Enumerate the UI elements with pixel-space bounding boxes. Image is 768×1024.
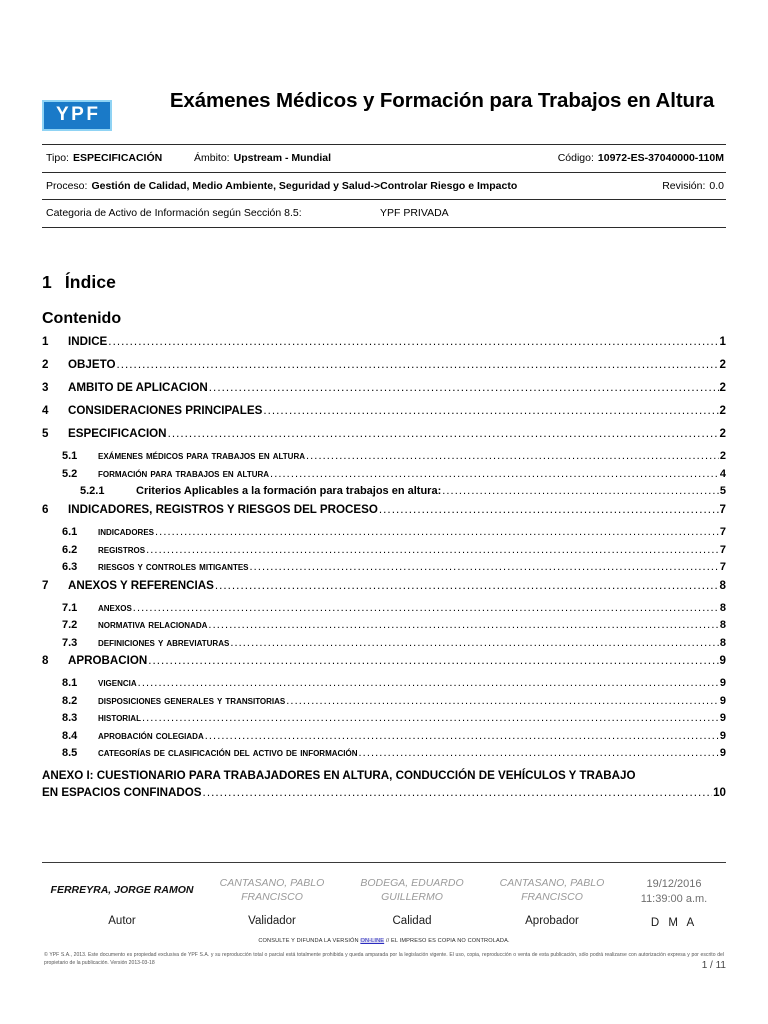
toc-entry-7-2[interactable] [42, 620, 726, 631]
meta-codigo [558, 152, 724, 166]
toc-entry-page: 1 [719, 336, 726, 348]
header-divider-4 [42, 227, 726, 228]
signature-column-aprobador [482, 877, 622, 927]
toc-entry-6[interactable] [42, 504, 726, 516]
meta-row-tipo-ambito-codigo [42, 145, 726, 172]
toc-dot-leader [442, 486, 719, 497]
signature-column-fecha [622, 877, 726, 929]
tipo-label: Tipo: [46, 152, 69, 164]
section-number: 1 [42, 272, 52, 292]
toc-entry-number: 5.2.1 [80, 486, 105, 498]
toc-dot-leader [230, 638, 719, 649]
toc-entry-7-3[interactable] [42, 638, 726, 649]
signature-column-autor [42, 877, 202, 927]
toc-dot-leader [250, 562, 719, 573]
toc-entry-label: ESPECIFICACIÓN [68, 428, 167, 440]
toc-entry-label: registros [98, 544, 146, 556]
page-number: 1 / 11 [701, 960, 726, 971]
toc-entry-7-1[interactable] [42, 603, 726, 614]
toc-entry-number: 7.2 [62, 620, 78, 632]
toc-entry-number: 8.5 [62, 748, 78, 760]
signature-time: 11:39:00 a.m. [640, 892, 708, 905]
toc-entry-label: aprobación colegiada [98, 730, 204, 742]
toc-annex-label: EN ESPACIOS CONFINADOS [42, 785, 202, 799]
toc-entry-5-2[interactable] [42, 469, 726, 480]
toc-entry-page: 9 [719, 713, 726, 725]
aprobador-role: Aprobador [525, 915, 579, 927]
toc-entry-label: normativa relacionada [98, 620, 208, 632]
toc-dot-leader [270, 469, 719, 480]
toc-entry-page: 9 [719, 695, 726, 707]
ambito-value: Upstream - Mundial [233, 152, 332, 164]
toc-entry-page: 9 [719, 655, 726, 667]
aprobador-name: CANTASANO, PABLO FRANCISCO [499, 877, 605, 903]
toc-dot-leader [205, 731, 719, 742]
toc-entry-number: 5.2 [62, 468, 78, 480]
table-of-contents [42, 336, 726, 801]
proceso-label: Proceso: [46, 179, 88, 192]
codigo-value: 10972-ES-37040000-110M [597, 152, 724, 164]
toc-dot-leader [148, 655, 718, 667]
toc-entry-anexo-i[interactable] [42, 768, 726, 801]
toc-entry-number: 6.3 [62, 562, 78, 574]
online-link[interactable]: ON-LINE [360, 937, 385, 944]
toc-entry-page: 7 [719, 544, 726, 556]
meta-revision [662, 180, 724, 194]
toc-entry-number: 5 [42, 428, 49, 440]
autor-name: FERREYRA, JORGE RAMON [50, 884, 194, 897]
toc-entry-8[interactable] [42, 655, 726, 667]
contenido-heading: Contenido [42, 310, 122, 327]
toc-entry-label: OBJETO [68, 359, 116, 371]
meta-categoria-value-wrap [376, 207, 449, 221]
signature-columns [42, 877, 726, 929]
toc-entry-8-4[interactable] [42, 731, 726, 742]
toc-entry-page: 9 [719, 730, 726, 742]
toc-entry-8-1[interactable] [42, 678, 726, 689]
meta-ambito [194, 152, 558, 166]
toc-annex-page: 10 [713, 785, 726, 799]
toc-entry-number: 8.1 [62, 678, 78, 690]
codigo-label: Código: [557, 152, 594, 164]
toc-entry-8-3[interactable] [42, 713, 726, 724]
revision-label: Revisión: [662, 179, 706, 192]
calidad-name: BODEGA, EDUARDO GUILLERMO [360, 877, 464, 903]
toc-entry-page: 8 [719, 637, 726, 649]
toc-entry-label: ÍNDICE [68, 336, 108, 348]
validador-name: CANTASANO, PABLO FRANCISCO [219, 877, 325, 903]
toc-entry-label: ANEXOS Y REFERENCIAS [68, 579, 214, 592]
signature-date: 19/12/2016 [646, 878, 702, 890]
toc-dot-leader [263, 405, 718, 417]
toc-dot-leader [142, 713, 719, 724]
toc-entry-page: 9 [719, 678, 726, 690]
toc-dot-leader [286, 696, 719, 707]
toc-entry-page: 7 [719, 562, 726, 574]
toc-entry-number: 3 [42, 382, 49, 394]
toc-entry-label: anexos [98, 602, 132, 614]
online-notice [42, 938, 726, 944]
toc-entry-label: disposiciones generales y transitorias [98, 695, 286, 707]
toc-entry-5-1[interactable] [42, 451, 726, 462]
toc-entry-label: definiciones y abreviaturas [98, 637, 230, 649]
section-title: Índice [64, 272, 117, 292]
toc-entry-page: 8 [719, 620, 726, 632]
toc-entry-page: 2 [719, 428, 726, 440]
toc-dot-leader [203, 785, 713, 801]
toc-entry-6-2[interactable] [42, 545, 726, 556]
toc-dot-leader [168, 428, 719, 440]
toc-entry-8-2[interactable] [42, 696, 726, 707]
online-notice-suffix: // EL IMPRESO ES COPIA NO CONTROLADA. [384, 937, 510, 944]
validador-role: Validador [248, 915, 296, 927]
toc-dot-leader [116, 359, 718, 371]
toc-dot-leader [208, 620, 718, 631]
toc-entry-number: 5.1 [62, 451, 78, 463]
toc-dot-leader [359, 748, 719, 759]
toc-entry-number: 8.3 [62, 713, 78, 725]
title-row [42, 88, 726, 144]
toc-entry-number: 4 [42, 405, 49, 417]
toc-entry-page: 2 [719, 359, 726, 371]
meta-proceso [46, 180, 644, 194]
logo-cell [42, 88, 162, 131]
toc-entry-label: vigencia [98, 678, 137, 690]
toc-entry-5-2-1[interactable] [42, 486, 726, 497]
toc-entry-label: APROBACIÓN [68, 655, 148, 667]
toc-dot-leader [306, 451, 719, 462]
toc-entry-label: ÁMBITO DE APLICACIÓN [68, 382, 208, 394]
toc-entry-number: 7 [42, 579, 49, 592]
toc-entry-7[interactable] [42, 580, 726, 592]
toc-entry-page: 7 [719, 503, 726, 516]
toc-entry-page: 2 [719, 451, 726, 463]
toc-entry-number: 1 [42, 336, 49, 348]
toc-entry-page: 7 [719, 527, 726, 539]
revision-value: 0.0 [709, 179, 724, 192]
toc-entry-3[interactable] [42, 382, 726, 394]
toc-entry-page: 5 [719, 486, 726, 498]
toc-entry-number: 2 [42, 359, 49, 371]
toc-entry-number: 7.1 [62, 602, 78, 614]
ypf-logo: YPF [42, 100, 112, 131]
toc-entry-label: formación para trabajos en altura [98, 468, 270, 480]
toc-entry-label: exámenes médicos para trabajos en altura [98, 451, 305, 463]
toc-entry-2[interactable] [42, 359, 726, 371]
toc-dot-leader [209, 382, 719, 394]
toc-entry-label: indicadores [98, 527, 155, 539]
autor-role: Autor [108, 915, 136, 927]
signature-column-calidad [342, 877, 482, 927]
toc-entry-label: CONSIDERACIONES PRINCIPALES [68, 405, 263, 417]
toc-entry-page: 4 [719, 468, 726, 480]
toc-annex-line-1: ANEXO I: CUESTIONARIO PARA TRABAJADORES EN ALTURA, CONDUCCIÓN DE VEHÍCULOS Y TRABAJO [42, 769, 636, 783]
toc-entry-page: 9 [719, 748, 726, 760]
toc-dot-leader [133, 603, 719, 614]
toc-entry-label: INDICADORES, REGISTROS Y RIESGOS DEL PROCESO [68, 503, 378, 516]
document-header [42, 88, 726, 228]
signature-date-role: D M A [650, 916, 698, 929]
toc-dot-leader [379, 504, 719, 516]
signature-divider [42, 862, 726, 863]
toc-annex-line-2 [42, 785, 726, 801]
toc-entry-page: 8 [719, 602, 726, 614]
toc-entry-label: historial [98, 713, 141, 725]
toc-entry-4[interactable] [42, 405, 726, 417]
toc-entry-page: 8 [719, 579, 726, 592]
document-title: Exámenes Médicos y Formación para Trabajos en Altura [169, 89, 715, 112]
ambito-label: Ámbito: [194, 152, 230, 164]
calidad-role: Calidad [392, 915, 432, 927]
toc-entry-6-1[interactable] [42, 527, 726, 538]
toc-entry-page: 2 [719, 382, 726, 394]
toc-entry-1[interactable] [42, 336, 726, 348]
toc-entry-number: 6.2 [62, 544, 78, 556]
toc-entry-number: 6.1 [62, 527, 78, 539]
toc-entry-label: Criterios Aplicables a la formación para trabajos en altura: [136, 486, 442, 498]
signature-column-validador [202, 877, 342, 927]
toc-entry-number: 7.3 [62, 637, 78, 649]
toc-dot-leader [155, 527, 719, 538]
toc-dot-leader [215, 580, 719, 592]
toc-entry-8-5[interactable] [42, 748, 726, 759]
toc-entry-6-3[interactable] [42, 562, 726, 573]
toc-entry-number: 8.4 [62, 730, 78, 742]
toc-dot-leader [108, 336, 718, 348]
signature-block [42, 862, 726, 967]
categoria-label: Categoria de Activo de Información según Sección 8.5: [46, 207, 302, 220]
meta-row-categoria [42, 200, 726, 227]
categoria-value: YPF PRIVADA [380, 207, 449, 220]
toc-entry-label: categorías de clasificación del activo de información [98, 748, 358, 760]
toc-dot-leader [146, 545, 719, 556]
toc-dot-leader [138, 678, 719, 689]
legal-notice: © YPF S.A., 2013. Este documento es propiedad exclusiva de YPF S.A. y su reproducción total o parcial está totalmente prohibida y queda amparada por la legislación vigente. El uso, copia, reproducción o venta de esta publicación, sólo podrá realizarse con autorización expresa y por escrito del propietario de la publicación. Versión 2013-03-18 [44, 951, 724, 967]
meta-row-proceso-revision [42, 173, 726, 200]
toc-entry-number: 8 [42, 655, 49, 667]
toc-entry-number: 6 [42, 503, 49, 516]
page-title [42, 272, 116, 293]
proceso-value: Gestión de Calidad, Medio Ambiente, Seguridad y Salud->Controlar Riesgo e Impacto [91, 179, 518, 192]
signature-date-time [626, 877, 722, 907]
meta-categoria [46, 207, 376, 221]
online-notice-prefix: CONSULTE Y DIFUNDA LA VERSIÓN [258, 937, 361, 944]
meta-tipo [46, 152, 194, 166]
toc-entry-label: riesgos y controles mitigantes [98, 562, 249, 574]
toc-entry-5[interactable] [42, 428, 726, 440]
toc-entry-number: 8.2 [62, 695, 78, 707]
toc-entry-page: 2 [719, 405, 726, 417]
tipo-value: ESPECIFICACIÓN [72, 152, 163, 164]
